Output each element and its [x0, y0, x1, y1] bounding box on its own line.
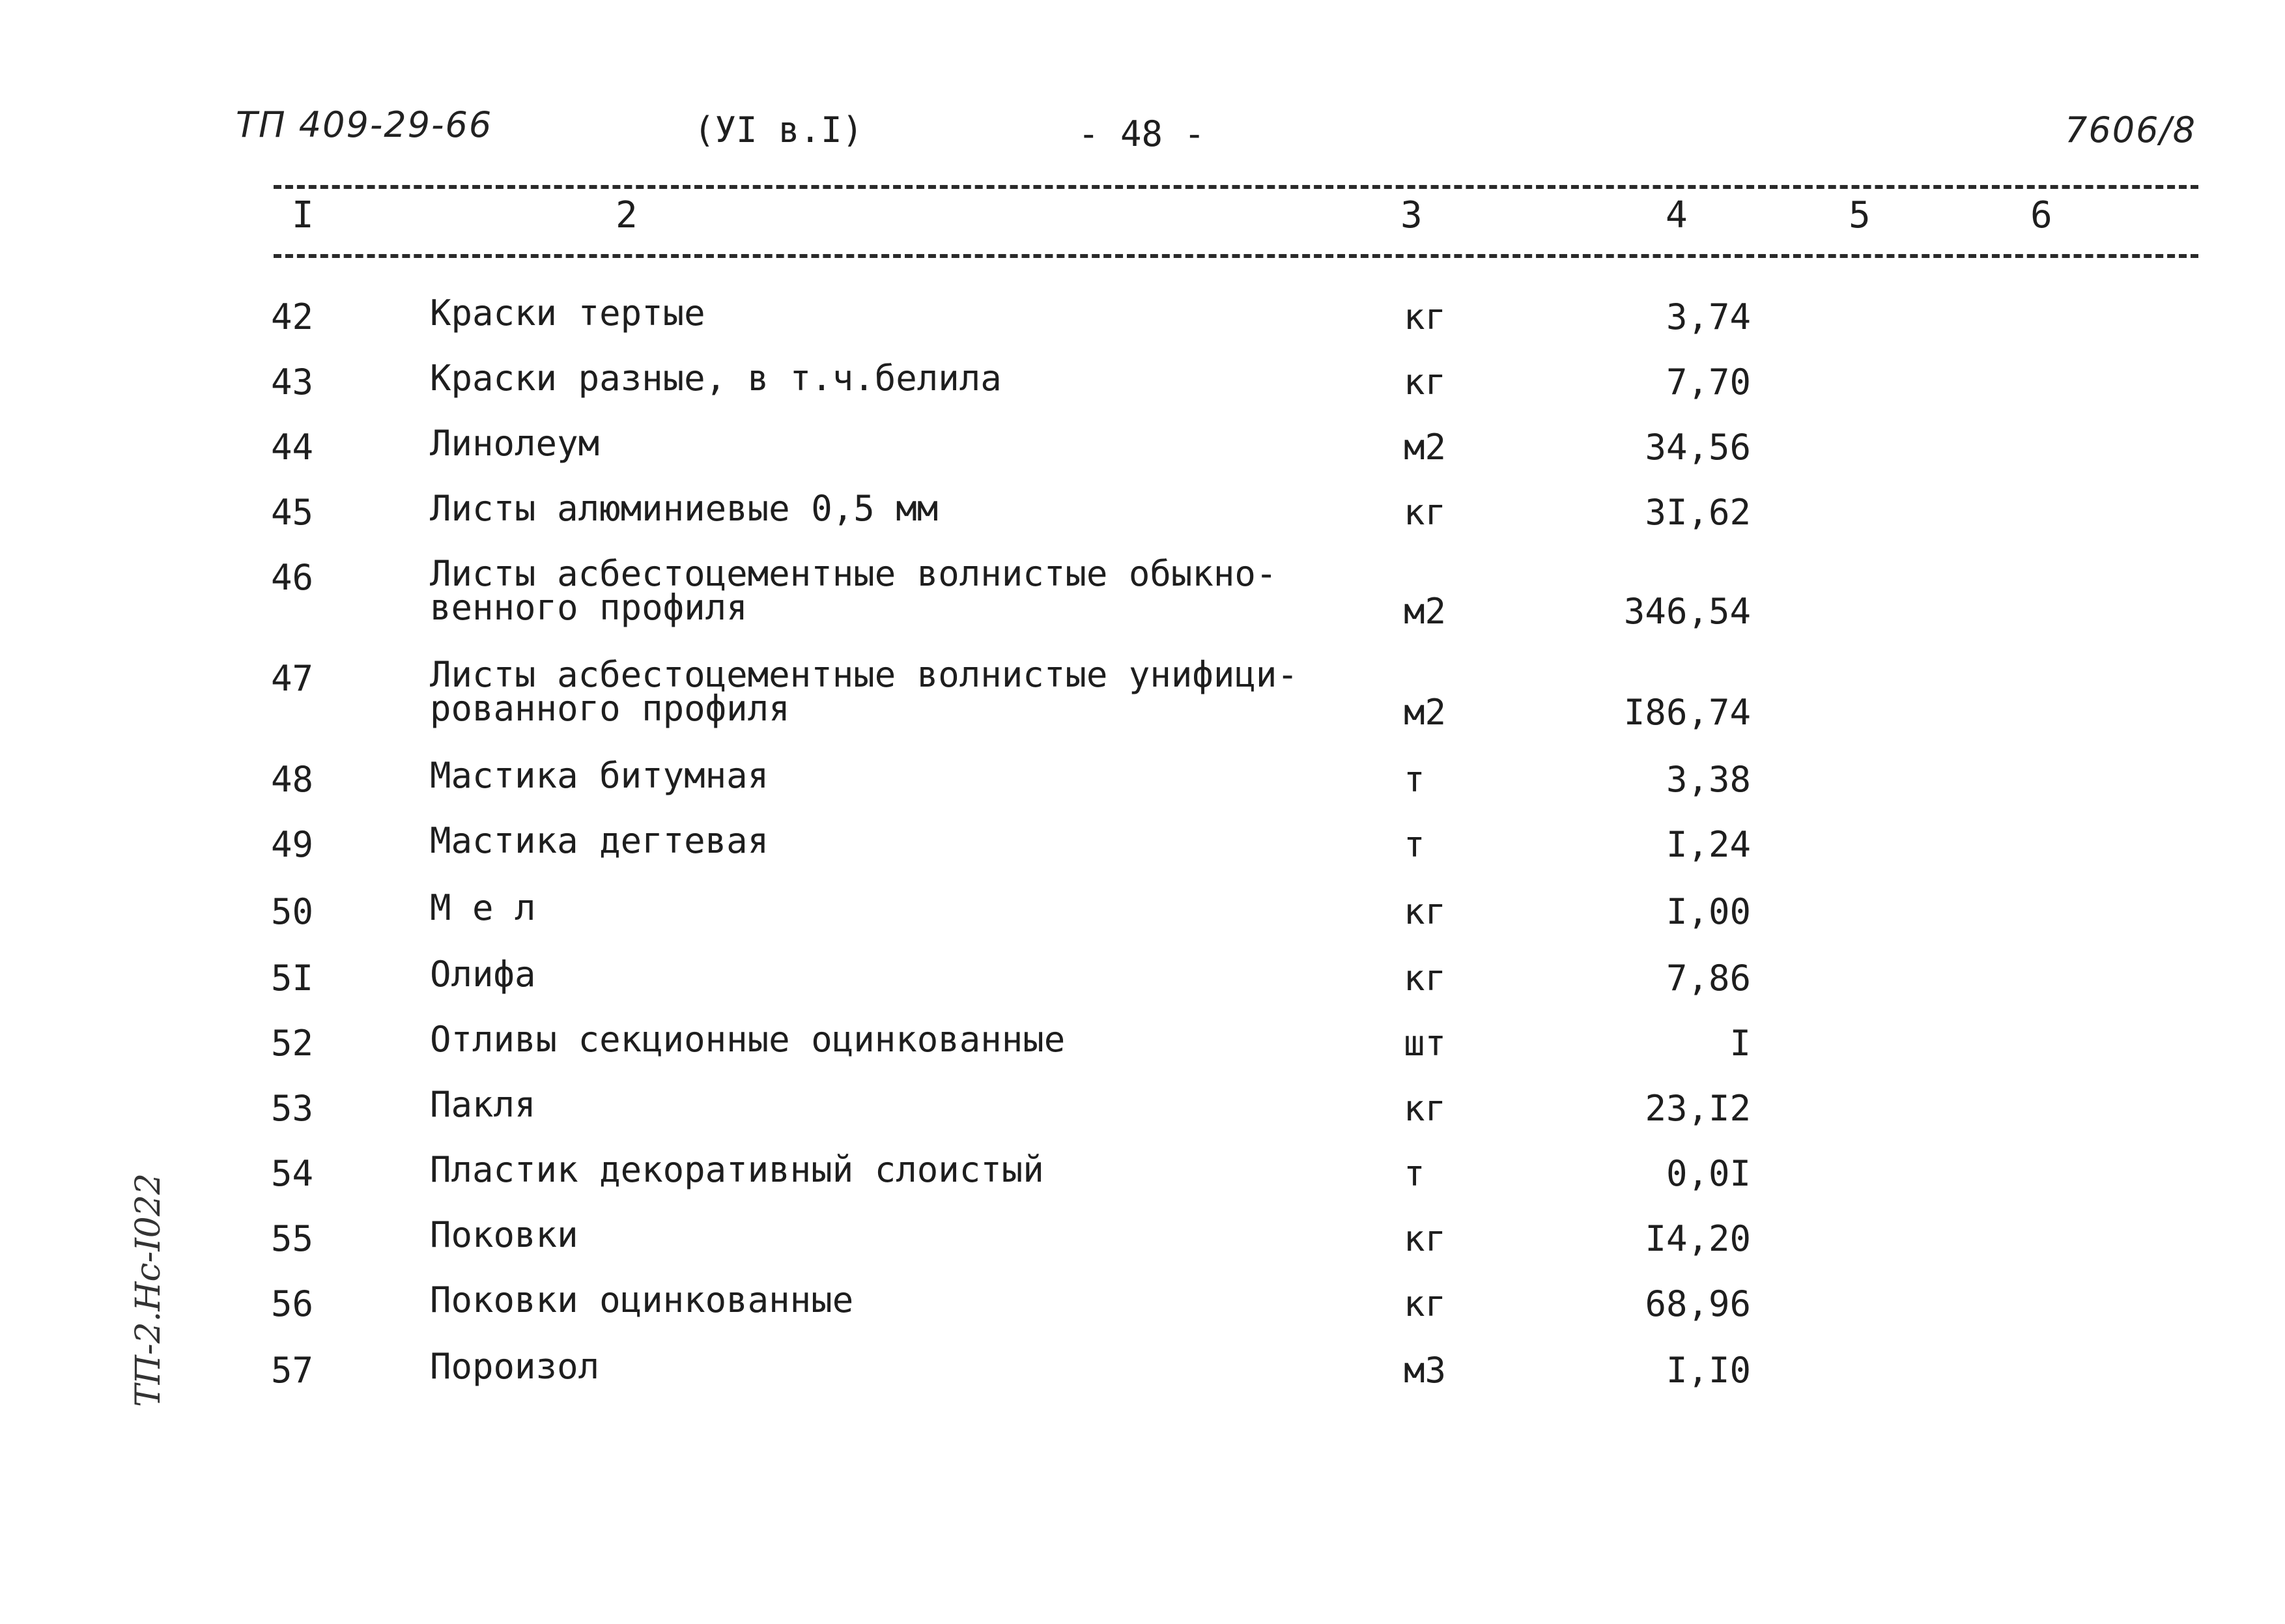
material-name-line: Отливы секционные оцинкованные	[430, 1019, 1066, 1060]
quantity: 7,86	[1666, 958, 1751, 999]
material-name	[430, 1084, 536, 1125]
table-top-rule	[274, 185, 2198, 189]
row-number: 44	[271, 427, 314, 468]
unit-of-measure: кг	[1404, 958, 1447, 999]
page-number: - 48 -	[1078, 113, 1206, 154]
row-number: 55	[271, 1218, 314, 1259]
column-header-5: 5	[1849, 194, 1871, 236]
row-number: 46	[271, 557, 314, 598]
unit-of-measure: т	[1404, 824, 1425, 865]
quantity: 3I,62	[1645, 492, 1751, 533]
material-name	[430, 887, 536, 928]
quantity: I	[1729, 1023, 1751, 1064]
material-name	[430, 755, 769, 796]
material-name	[430, 820, 769, 861]
row-number: 54	[271, 1153, 314, 1194]
material-name-line: Листы асбестоцементные волнистые унифици-	[430, 654, 1298, 695]
unit-of-measure: шт	[1404, 1023, 1447, 1064]
quantity: I,I0	[1666, 1350, 1751, 1391]
row-number: 57	[271, 1350, 314, 1391]
material-name-line: рованного профиля	[430, 688, 790, 729]
material-name	[430, 553, 1277, 628]
quantity: I,24	[1666, 824, 1751, 865]
row-number: 47	[271, 658, 314, 699]
material-name-line: Листы асбестоцементные волнистые обыкно-	[430, 553, 1277, 594]
column-header-2: 2	[616, 194, 638, 236]
row-number: 43	[271, 362, 314, 403]
row-number: 50	[271, 891, 314, 932]
material-name	[430, 488, 939, 529]
quantity: 3,38	[1666, 759, 1751, 800]
unit-of-measure: м3	[1404, 1350, 1447, 1391]
quantity: I,00	[1666, 891, 1751, 932]
side-stamp: ТП-2.Нс-I022	[129, 1173, 168, 1407]
material-name-line: Мастика битумная	[430, 755, 769, 796]
column-header-4: 4	[1666, 194, 1688, 236]
row-number: 56	[271, 1283, 314, 1324]
unit-of-measure: т	[1404, 1153, 1425, 1194]
material-name-line: Поковки оцинкованные	[430, 1279, 854, 1320]
material-name	[430, 654, 1298, 729]
material-name	[430, 1149, 1044, 1190]
row-number: 52	[271, 1023, 314, 1064]
sheet-code: 7606/8	[2065, 109, 2196, 150]
unit-of-measure: кг	[1404, 891, 1447, 932]
column-header-3: 3	[1400, 194, 1423, 236]
material-name-line: венного профиля	[430, 587, 748, 628]
material-name	[430, 954, 536, 995]
unit-of-measure: м2	[1404, 692, 1447, 733]
quantity: 346,54	[1623, 591, 1751, 632]
row-number: 5I	[271, 958, 314, 999]
row-number: 42	[271, 296, 314, 337]
material-name-line: Олифа	[430, 954, 536, 995]
material-name-line: Листы алюминиевые 0,5 мм	[430, 488, 939, 529]
quantity: I4,20	[1645, 1218, 1751, 1259]
material-name-line: Линолеум	[430, 423, 600, 464]
row-number: 48	[271, 759, 314, 800]
material-name-line: М е л	[430, 887, 536, 928]
material-name	[430, 1279, 854, 1320]
unit-of-measure: м2	[1404, 591, 1447, 632]
unit-of-measure: кг	[1404, 1088, 1447, 1129]
material-name-line: Пакля	[430, 1084, 536, 1125]
material-name	[430, 423, 600, 464]
row-number: 49	[271, 824, 314, 865]
material-name	[430, 1019, 1066, 1060]
table-header-rule	[274, 254, 2198, 258]
material-name-line: Поковки	[430, 1214, 578, 1255]
quantity: I86,74	[1623, 692, 1751, 733]
unit-of-measure: м2	[1404, 427, 1447, 468]
quantity: 68,96	[1645, 1283, 1751, 1324]
unit-of-measure: т	[1404, 759, 1425, 800]
part-label: (УI в.I)	[694, 109, 864, 150]
quantity: 7,70	[1666, 362, 1751, 403]
material-name-line: Краски тертые	[430, 292, 705, 334]
unit-of-measure: кг	[1404, 296, 1447, 337]
material-name	[430, 1346, 600, 1387]
material-name-line: Пороизол	[430, 1346, 600, 1387]
material-name-line: Краски разные, в т.ч.белила	[430, 358, 1002, 399]
material-name	[430, 292, 705, 334]
material-name-line: Мастика дегтевая	[430, 820, 769, 861]
quantity: 3,74	[1666, 296, 1751, 337]
material-name	[430, 1214, 578, 1255]
unit-of-measure: кг	[1404, 1283, 1447, 1324]
quantity: 34,56	[1645, 427, 1751, 468]
row-number: 53	[271, 1088, 314, 1129]
quantity: 0,0I	[1666, 1153, 1751, 1194]
row-number: 45	[271, 492, 314, 533]
material-name	[430, 358, 1002, 399]
unit-of-measure: кг	[1404, 1218, 1447, 1259]
unit-of-measure: кг	[1404, 362, 1447, 403]
quantity: 23,I2	[1645, 1088, 1751, 1129]
column-header-6: 6	[2030, 194, 2052, 236]
column-header-1: I	[292, 194, 314, 236]
material-name-line: Пластик декоративный слоистый	[430, 1149, 1044, 1190]
doc-code: ТП 409-29-66	[236, 104, 493, 145]
unit-of-measure: кг	[1404, 492, 1447, 533]
